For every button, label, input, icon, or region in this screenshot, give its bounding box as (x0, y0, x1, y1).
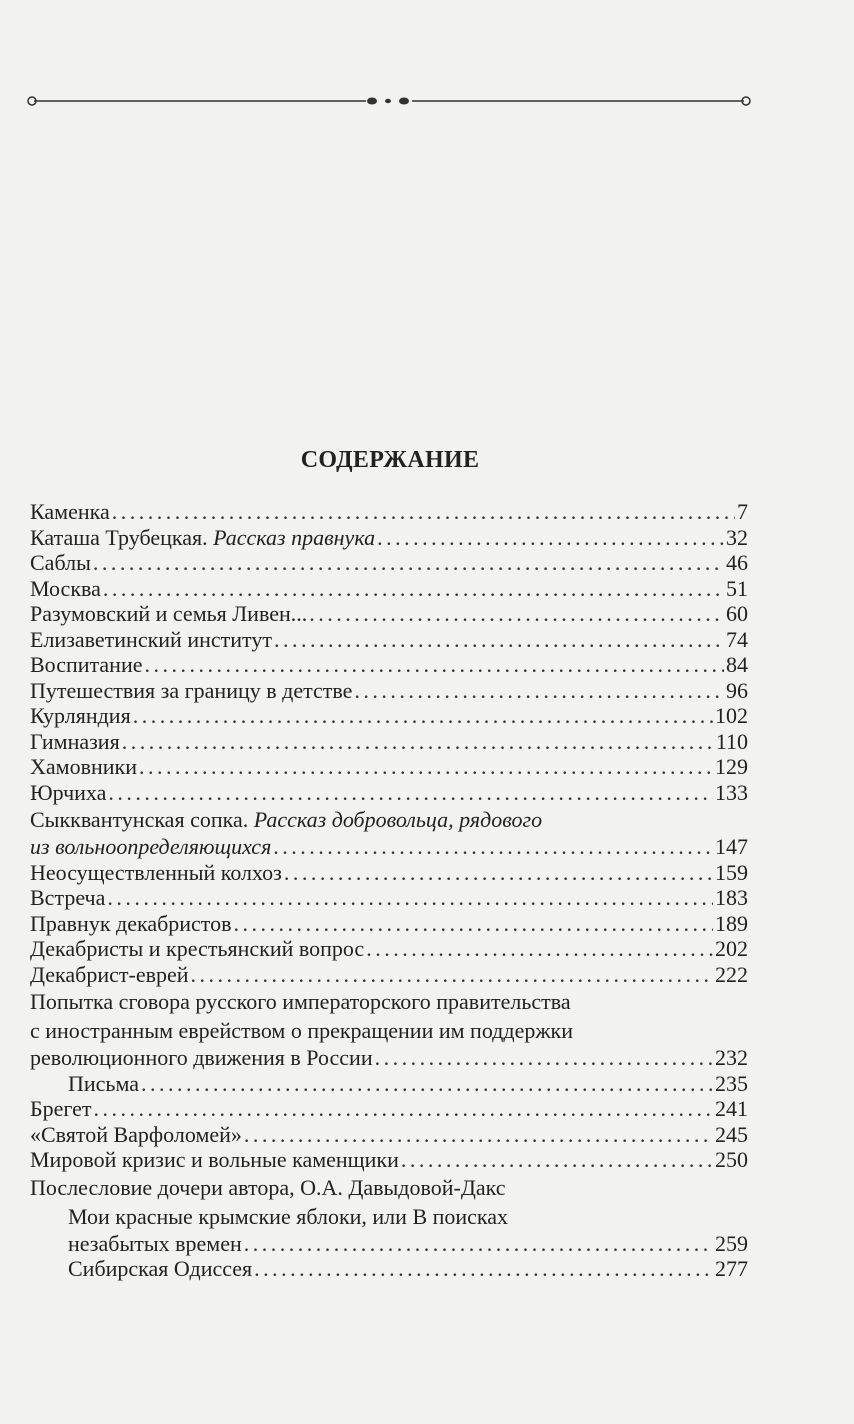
toc-entry-title-text: Путешествия за границу в детстве (30, 677, 353, 703)
toc-entry (30, 601, 748, 627)
toc-entry (30, 1122, 748, 1148)
toc-entry-title (30, 576, 101, 602)
toc-entry-title-text: Хамовники (30, 754, 137, 779)
dot-leader (94, 1096, 713, 1122)
toc-entry-title-text: Москва (30, 575, 101, 601)
toc-entry (30, 499, 748, 525)
toc-entry-title-text: Письма (68, 1070, 139, 1096)
toc-entry (30, 1071, 748, 1097)
toc-entry (30, 911, 748, 937)
toc-entry (30, 1045, 748, 1071)
toc-entry-title-text: Саблы (30, 550, 91, 575)
toc-entry-title (30, 499, 110, 525)
toc-entry-title (30, 834, 271, 860)
toc-entry-title-text: Каташа Трубецкая. (30, 524, 214, 550)
table-of-contents (30, 499, 748, 1282)
toc-entry-title (30, 1045, 373, 1071)
dot-leader (145, 652, 725, 678)
dot-leader (401, 1147, 713, 1173)
toc-page-number: 202 (715, 936, 748, 961)
toc-entry (30, 1096, 748, 1122)
toc-page-number: 51 (726, 575, 748, 601)
dot-leader (93, 550, 724, 576)
toc-entry (30, 576, 748, 602)
toc-entry-title-text: Юрчиха (30, 779, 107, 805)
dot-leader (108, 780, 713, 806)
dot-leader (273, 834, 713, 860)
toc-entry (30, 1256, 748, 1282)
toc-page-number: 7 (737, 499, 748, 524)
dot-leader (112, 499, 735, 525)
toc-entry-title (30, 936, 364, 962)
dot-leader (122, 729, 714, 755)
toc-entry-title-text: Сыкквантунская сопка. (30, 807, 254, 832)
toc-entry-title-text: Брегет (30, 1096, 92, 1121)
dot-leader (284, 860, 713, 886)
toc-page-number: 32 (726, 524, 748, 550)
toc-entry (30, 1202, 748, 1231)
dot-leader (141, 1071, 713, 1097)
toc-entry-title-text: Елизаветинский институт (30, 626, 272, 652)
dot-leader (244, 1231, 713, 1257)
toc-entry-title-text: Воспитание (30, 652, 143, 677)
toc-entry-title-text: Разумовский и семья Ливен... (30, 601, 308, 626)
toc-page-number: 245 (715, 1121, 748, 1147)
toc-entry (30, 652, 748, 678)
dot-leader (254, 1256, 713, 1282)
toc-page-number: 133 (715, 779, 748, 805)
toc-entry-title (30, 1147, 399, 1173)
toc-page-number: 250 (715, 1147, 748, 1172)
dot-leader (366, 936, 713, 962)
toc-page-number: 277 (715, 1256, 748, 1281)
toc-page-number: 259 (715, 1230, 748, 1256)
toc-entry-title (30, 601, 307, 627)
toc-page-number: 147 (715, 834, 748, 859)
toc-entry-title-text: революционного движения в России (30, 1045, 373, 1070)
toc-entry-title-text: Декабристы и крестьянский вопрос (30, 936, 365, 961)
toc-entry-title (30, 1122, 242, 1148)
toc-entry (30, 962, 748, 988)
toc-entry-title-text: Каменка (30, 499, 110, 524)
toc-page-number: 232 (715, 1045, 748, 1070)
toc-entry (30, 780, 748, 806)
toc-entry-title-text: Курляндия (30, 703, 131, 728)
toc-entry-title (30, 885, 105, 911)
toc-entry-title (30, 911, 232, 937)
toc-entry-title-text: Сибирская Одиссея (68, 1256, 253, 1281)
toc-entry-subtitle: Рассказ добровольца, рядового (253, 807, 543, 832)
dot-leader (139, 754, 713, 780)
dot-leader (354, 678, 724, 704)
toc-entry-title (68, 1202, 508, 1231)
toc-entry-title (30, 550, 91, 576)
toc-entry-title (68, 1231, 242, 1257)
page-title: СОДЕРЖАНИЕ (300, 447, 480, 473)
dot-leader (103, 576, 724, 602)
toc-entry-title (30, 703, 131, 729)
toc-page-number: 129 (715, 754, 748, 779)
toc-entry-title (30, 525, 375, 551)
toc-entry-title (30, 987, 571, 1016)
dot-leader (234, 911, 713, 937)
toc-entry-title (68, 1256, 252, 1282)
toc-entry-title-text: «Святой Варфоломей» (30, 1121, 242, 1147)
toc-entry (30, 1231, 748, 1257)
dot-leader (309, 601, 724, 627)
toc-entry-title-text: Встреча (30, 885, 106, 910)
dot-leader (107, 885, 713, 911)
toc-entry-title-text: Мировой кризис и вольные каменщики (30, 1147, 399, 1172)
toc-entry-title (30, 1016, 573, 1045)
ornamental-rule (26, 90, 752, 112)
toc-entry (30, 1173, 748, 1202)
toc-entry (30, 627, 748, 653)
toc-entry-subtitle: Рассказ правнука (213, 524, 376, 550)
toc-page-number: 241 (715, 1096, 748, 1121)
toc-entry-title-text: Послесловие дочери автора, О.А. Давыдовой-Дакс (30, 1174, 506, 1200)
toc-entry-title-text: Мои красные крымские яблоки, или В поисках (68, 1203, 509, 1229)
toc-entry (30, 525, 748, 551)
toc-entry (30, 550, 748, 576)
toc-page-number: 189 (715, 910, 748, 936)
toc-entry-title-text: незабытых времен (68, 1230, 242, 1256)
toc-entry (30, 885, 748, 911)
toc-entry (30, 860, 748, 886)
toc-entry-title-text: с иностранным еврейством о прекращении им поддержки (30, 1018, 573, 1043)
toc-page-number: 74 (726, 626, 748, 652)
toc-entry (30, 729, 748, 755)
toc-page-number: 60 (726, 601, 748, 626)
toc-page-number: 84 (726, 652, 748, 677)
toc-page-number: 46 (726, 550, 748, 575)
toc-entry-title (30, 652, 143, 678)
toc-entry-title (30, 729, 120, 755)
toc-page-number: 96 (726, 677, 748, 703)
dot-leader (191, 962, 713, 988)
toc-entry-title (30, 754, 137, 780)
toc-page-number: 183 (715, 885, 748, 910)
dot-leader (375, 1045, 713, 1071)
toc-entry-title (30, 860, 282, 886)
toc-entry (30, 678, 748, 704)
toc-page-number: 235 (715, 1070, 748, 1096)
toc-entry (30, 834, 748, 860)
toc-entry-subtitle: из вольноопределяющихся (30, 834, 272, 859)
dot-leader (244, 1122, 713, 1148)
toc-entry-title (30, 805, 542, 834)
toc-entry (30, 987, 748, 1016)
toc-entry-title-text: Попытка сговора русского императорского правительства (30, 989, 571, 1014)
toc-entry-title (30, 1173, 506, 1202)
toc-entry-title-text: Неосуществленный колхоз (30, 859, 282, 885)
toc-page-number: 222 (715, 961, 748, 987)
toc-entry (30, 754, 748, 780)
toc-entry (30, 1147, 748, 1173)
toc-page-number: 159 (715, 859, 748, 885)
toc-entry-title (30, 627, 272, 653)
toc-entry (30, 703, 748, 729)
toc-page-number: 102 (715, 703, 748, 728)
dot-leader (377, 525, 724, 551)
toc-entry-title (68, 1071, 139, 1097)
toc-entry-title (30, 678, 352, 704)
toc-entry-title-text: Декабрист-еврей (30, 961, 189, 987)
toc-entry (30, 805, 748, 834)
toc-entry-title-text: Правнук декабристов (30, 910, 232, 936)
toc-entry (30, 936, 748, 962)
dot-leader (133, 703, 713, 729)
toc-entry-title (30, 1096, 92, 1122)
toc-entry-title (30, 962, 189, 988)
toc-entry-title (30, 780, 106, 806)
dot-leader (274, 627, 724, 653)
toc-entry-title-text: Гимназия (30, 728, 120, 754)
toc-entry (30, 1016, 748, 1045)
toc-page-number: 110 (715, 728, 748, 754)
